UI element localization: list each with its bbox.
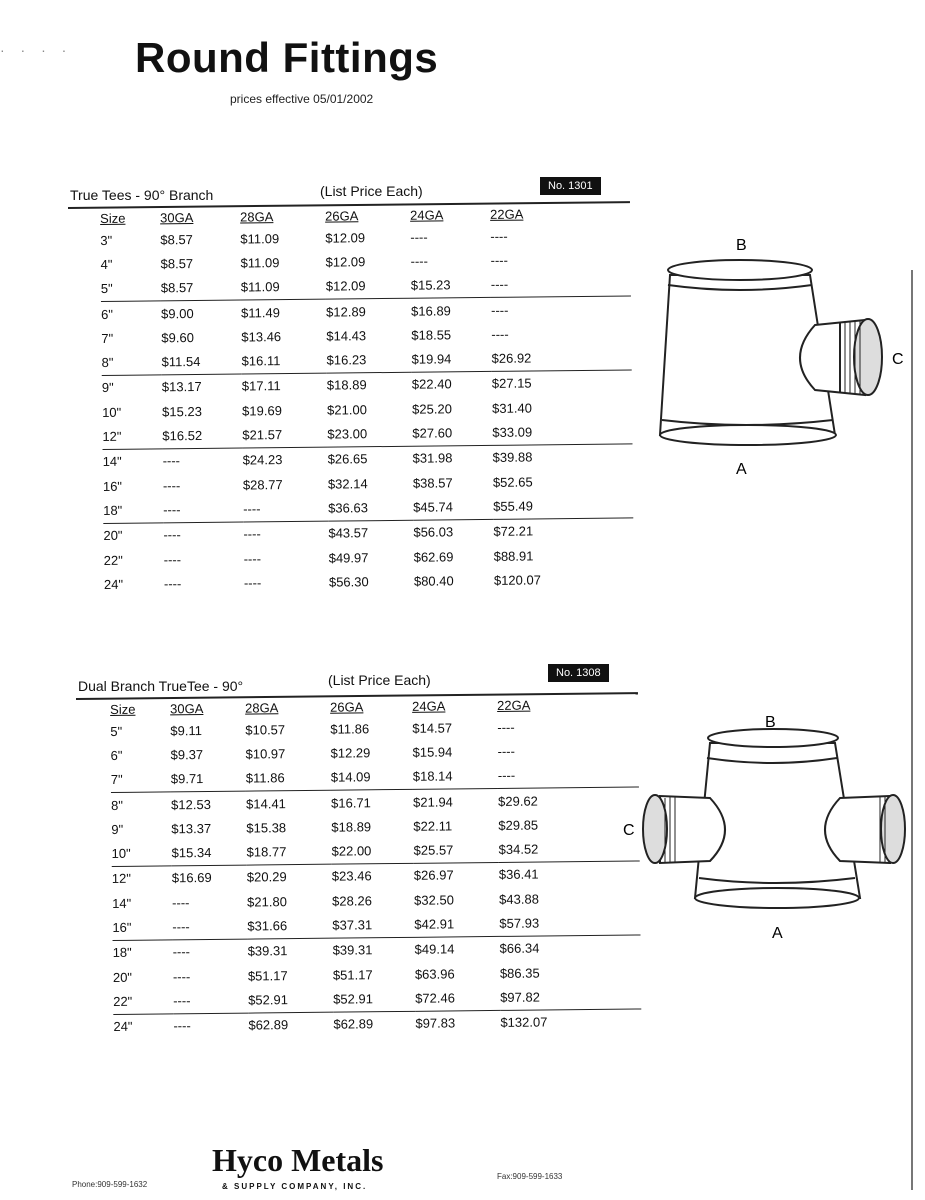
price-cell: $10.97 xyxy=(245,746,286,762)
column-header-label: Size xyxy=(100,210,126,226)
scan-edge-line xyxy=(911,270,913,1190)
price-cell: ---- xyxy=(490,228,508,244)
price-cell: $62.89 xyxy=(248,1017,289,1033)
price-cell: $16.52 xyxy=(162,423,242,449)
price-cell: ---- xyxy=(491,271,631,297)
price-cell: $97.82 xyxy=(500,984,641,1010)
column-header xyxy=(170,698,245,719)
size-cell: 22" xyxy=(103,552,123,568)
price-cell: $9.11 xyxy=(170,722,202,739)
price-cell: $12.09 xyxy=(326,273,411,299)
price-cell: $15.23 xyxy=(162,403,202,420)
price-cell: ---- xyxy=(410,229,428,245)
price-cell: $11.54 xyxy=(161,349,241,375)
price-cell: $52.91 xyxy=(333,986,415,1012)
price-cell: $16.89 xyxy=(411,302,451,319)
price-cell: $12.09 xyxy=(325,254,366,270)
dual-tee-diagram xyxy=(615,708,915,948)
page-title: Round Fittings xyxy=(135,34,439,81)
price-cell: $56.03 xyxy=(413,524,454,540)
price-cell: $21.80 xyxy=(247,893,287,910)
price-cell: $55.49 xyxy=(493,493,633,519)
price-cell: $56.30 xyxy=(328,574,369,590)
price-table xyxy=(110,693,642,1038)
price-cell: $97.83 xyxy=(415,1015,456,1032)
size-cell: 9" xyxy=(101,380,114,396)
price-cell: ---- xyxy=(162,453,181,469)
price-cell: $88.91 xyxy=(493,547,534,564)
size-cell: 4" xyxy=(100,256,113,272)
diagram-label-a: A xyxy=(736,461,747,478)
price-cell: $13.17 xyxy=(161,379,202,395)
column-header-label: 22GA xyxy=(490,206,524,222)
price-cell: $11.09 xyxy=(240,255,280,271)
price-cell: $8.57 xyxy=(160,231,193,248)
column-header xyxy=(100,207,160,228)
price-cell: $31.40 xyxy=(492,400,532,416)
column-header-label: 26GA xyxy=(325,207,359,224)
price-cell: $45.74 xyxy=(413,494,493,520)
table-row xyxy=(104,567,634,597)
price-cell: $8.57 xyxy=(160,255,194,272)
size-cell: 16" xyxy=(102,478,123,494)
price-cell: $22.00 xyxy=(331,838,413,864)
price-cell: $39.31 xyxy=(332,942,373,958)
price-cell: ---- xyxy=(172,944,191,960)
column-header xyxy=(110,698,170,719)
price-table xyxy=(100,202,634,596)
price-cell: $32.50 xyxy=(414,892,454,908)
price-cell: $14.41 xyxy=(246,795,286,812)
column-header-label: Size xyxy=(110,701,136,717)
price-cell: $15.34 xyxy=(171,840,246,866)
price-cell: $51.17 xyxy=(332,966,373,983)
true-tee-diagram xyxy=(640,230,920,490)
page-subtitle: prices effective 05/01/2002 xyxy=(230,92,374,106)
price-cell: $13.37 xyxy=(171,820,212,837)
column-header xyxy=(325,205,410,226)
price-cell: $12.89 xyxy=(326,303,366,320)
price-cell: $18.14 xyxy=(413,764,498,790)
price-cell: $20.29 xyxy=(246,869,287,885)
price-cell: $36.41 xyxy=(498,866,539,883)
size-cell: 20" xyxy=(103,527,123,544)
size-cell: 24" xyxy=(103,576,124,592)
price-cell: $18.89 xyxy=(326,377,367,394)
column-header xyxy=(490,202,630,223)
price-cell: $28.26 xyxy=(332,892,372,909)
price-cell: $29.62 xyxy=(498,793,538,809)
price-cell: $18.77 xyxy=(246,839,331,865)
price-cell: $28.77 xyxy=(242,476,283,493)
price-cell: $52.91 xyxy=(248,987,333,1013)
price-cell: $25.57 xyxy=(413,837,498,863)
section-name: True Tees - 90° Branch xyxy=(70,187,214,203)
size-cell: 5" xyxy=(101,276,161,301)
price-cell: $31.98 xyxy=(412,450,453,467)
price-cell: ---- xyxy=(163,551,182,567)
price-cell: $51.17 xyxy=(247,967,288,984)
price-cell: $31.66 xyxy=(247,913,332,939)
price-cell: $24.23 xyxy=(242,452,283,468)
size-cell: 9" xyxy=(111,821,124,837)
price-cell: $17.11 xyxy=(241,378,281,394)
price-cell: $72.46 xyxy=(415,985,500,1011)
price-cell: $120.07 xyxy=(493,572,541,588)
price-cell: $14.09 xyxy=(331,764,413,790)
price-cell: ---- xyxy=(163,527,181,543)
price-cell: $34.52 xyxy=(498,836,639,862)
price-cell: ---- xyxy=(490,252,508,268)
price-cell: ---- xyxy=(163,575,182,592)
price-cell: ---- xyxy=(162,477,181,493)
price-cell: $12.09 xyxy=(325,229,366,246)
price-cell: $29.85 xyxy=(498,817,539,833)
size-cell: 14" xyxy=(112,895,132,911)
column-header xyxy=(412,695,497,716)
size-cell: 18" xyxy=(103,498,163,523)
price-cell: $52.65 xyxy=(492,474,533,490)
column-header-label: 30GA xyxy=(170,700,204,716)
size-cell: 6" xyxy=(110,747,123,763)
table-row xyxy=(113,1009,641,1039)
price-cell: ---- xyxy=(173,988,248,1014)
price-cell: ---- xyxy=(243,496,328,522)
column-header xyxy=(240,206,325,227)
price-cell: $26.97 xyxy=(413,867,454,884)
price-cell: ---- xyxy=(163,497,243,523)
price-cell: $21.94 xyxy=(413,793,453,810)
size-cell: 12" xyxy=(102,424,162,449)
column-header xyxy=(160,207,240,228)
price-cell: $16.23 xyxy=(326,347,411,373)
price-cell: $19.69 xyxy=(242,402,282,419)
price-cell: $43.57 xyxy=(328,525,369,541)
price-cell: $9.60 xyxy=(161,329,194,346)
company-logo: Hyco Metals xyxy=(212,1142,384,1178)
price-cell: $13.46 xyxy=(241,328,282,345)
size-cell: 7" xyxy=(111,767,171,792)
price-cell: $43.88 xyxy=(499,891,539,907)
price-cell: $32.14 xyxy=(327,475,368,492)
list-price-label: (List Price Each) xyxy=(320,183,423,199)
price-cell: ---- xyxy=(491,326,509,342)
diagram-label-b: B xyxy=(765,714,776,731)
price-cell: $8.57 xyxy=(161,275,241,301)
company-sub: & SUPPLY COMPANY, INC. xyxy=(222,1182,368,1191)
price-cell: $22.11 xyxy=(413,818,453,834)
price-cell: $11.49 xyxy=(241,304,280,321)
price-cell: $49.97 xyxy=(328,549,369,566)
price-cell: $63.96 xyxy=(414,966,455,982)
size-cell: 22" xyxy=(113,989,173,1014)
price-cell: $66.34 xyxy=(499,940,540,957)
price-cell: $11.86 xyxy=(330,720,370,737)
price-cell: $9.71 xyxy=(171,766,246,792)
size-cell: 16" xyxy=(112,915,172,940)
price-cell: ---- xyxy=(172,968,191,984)
size-cell: 5" xyxy=(110,723,123,739)
column-header-label: 28GA xyxy=(240,208,274,225)
diagram-label-c: C xyxy=(623,822,635,839)
column-header xyxy=(245,697,330,718)
price-cell: $36.63 xyxy=(328,495,413,521)
price-cell: $80.40 xyxy=(413,573,454,589)
column-header xyxy=(330,696,412,717)
price-cell: $86.35 xyxy=(499,965,540,981)
size-cell: 18" xyxy=(112,945,132,961)
column-header-label: 22GA xyxy=(497,697,531,713)
price-cell: $12.29 xyxy=(330,745,371,761)
price-cell: $25.20 xyxy=(412,401,452,417)
price-cell: ---- xyxy=(491,302,509,318)
price-cell: ---- xyxy=(243,550,262,567)
price-cell: $9.00 xyxy=(161,305,194,321)
price-cell: ---- xyxy=(410,253,428,269)
size-cell: 10" xyxy=(111,841,171,866)
size-cell: 10" xyxy=(102,404,122,420)
size-cell: 24" xyxy=(113,1018,133,1035)
price-cell: $11.09 xyxy=(240,230,280,247)
diagram-label-c: C xyxy=(892,351,904,368)
price-cell: $27.15 xyxy=(491,375,532,392)
price-cell: $18.89 xyxy=(331,819,372,835)
price-cell: $132.07 xyxy=(500,1014,548,1031)
price-cell: $39.31 xyxy=(247,943,288,959)
price-cell: ---- xyxy=(243,575,262,591)
price-cell: $26.92 xyxy=(491,345,631,371)
footer-fax: Fax:909-599-1633 xyxy=(497,1172,563,1181)
column-header xyxy=(410,204,490,225)
price-cell: $11.86 xyxy=(246,765,331,791)
catalog-number-badge: No. 1301 xyxy=(540,177,601,195)
diagram-label-a: A xyxy=(772,925,783,942)
price-cell: ---- xyxy=(172,894,190,911)
list-price-label: (List Price Each) xyxy=(328,672,431,688)
price-cell: ---- xyxy=(498,762,639,788)
price-cell: $16.11 xyxy=(241,348,326,374)
price-cell: $16.69 xyxy=(171,870,212,886)
price-cell: $62.69 xyxy=(413,548,454,565)
price-cell: ---- xyxy=(172,914,247,940)
price-cell: ---- xyxy=(497,743,515,759)
column-header-label: 26GA xyxy=(330,698,364,715)
column-header-label: 28GA xyxy=(245,699,279,716)
price-cell: $14.57 xyxy=(412,720,453,736)
price-cell: $38.57 xyxy=(412,474,453,491)
price-cell: $9.37 xyxy=(170,746,204,763)
price-cell: $37.31 xyxy=(332,912,414,938)
footer-phone: Phone:909-599-1632 xyxy=(72,1180,148,1189)
price-cell: $23.00 xyxy=(327,421,412,447)
size-cell: 8" xyxy=(111,797,124,813)
price-cell: ---- xyxy=(173,1018,191,1034)
price-cell: $18.55 xyxy=(411,327,452,343)
price-cell: $72.21 xyxy=(493,523,534,540)
price-cell: $15.38 xyxy=(246,819,287,836)
price-cell: $26.65 xyxy=(327,451,368,467)
size-cell: 12" xyxy=(111,871,132,887)
column-header-label: 24GA xyxy=(410,206,444,223)
price-cell: ---- xyxy=(243,526,261,542)
price-cell: $62.89 xyxy=(333,1016,374,1032)
price-cell: $22.40 xyxy=(411,376,452,393)
price-cell: $10.57 xyxy=(245,721,286,738)
size-cell: 3" xyxy=(100,232,113,248)
price-cell: $23.46 xyxy=(331,868,372,885)
size-cell: 20" xyxy=(112,969,133,985)
price-cell: $21.57 xyxy=(242,422,327,448)
price-cell: $11.09 xyxy=(241,274,326,300)
scan-specks: · · · · xyxy=(0,42,73,58)
price-cell: $49.14 xyxy=(414,941,455,958)
price-cell: $15.23 xyxy=(411,273,491,299)
price-cell: $33.09 xyxy=(492,419,632,445)
price-cell: $57.93 xyxy=(499,910,640,936)
section-name: Dual Branch TrueTee - 90° xyxy=(78,678,244,694)
price-cell: $15.94 xyxy=(412,744,453,760)
price-cell: $21.00 xyxy=(327,401,367,418)
catalog-number-badge: No. 1308 xyxy=(548,664,609,682)
price-cell: ---- xyxy=(497,719,515,735)
price-cell: $27.60 xyxy=(412,420,492,446)
price-cell: $39.88 xyxy=(492,449,533,466)
column-header-label: 30GA xyxy=(160,209,194,225)
diagram-label-b: B xyxy=(736,237,747,254)
price-cell: $14.43 xyxy=(326,328,367,344)
price-cell: $16.71 xyxy=(331,794,371,811)
size-cell: 8" xyxy=(101,350,161,375)
size-cell: 6" xyxy=(101,306,114,322)
column-header-label: 24GA xyxy=(412,697,446,714)
price-cell: $42.91 xyxy=(414,911,499,937)
size-cell: 14" xyxy=(102,454,122,470)
size-cell: 7" xyxy=(101,330,114,346)
price-cell: $19.94 xyxy=(411,346,491,372)
price-cell: $12.53 xyxy=(171,796,211,812)
